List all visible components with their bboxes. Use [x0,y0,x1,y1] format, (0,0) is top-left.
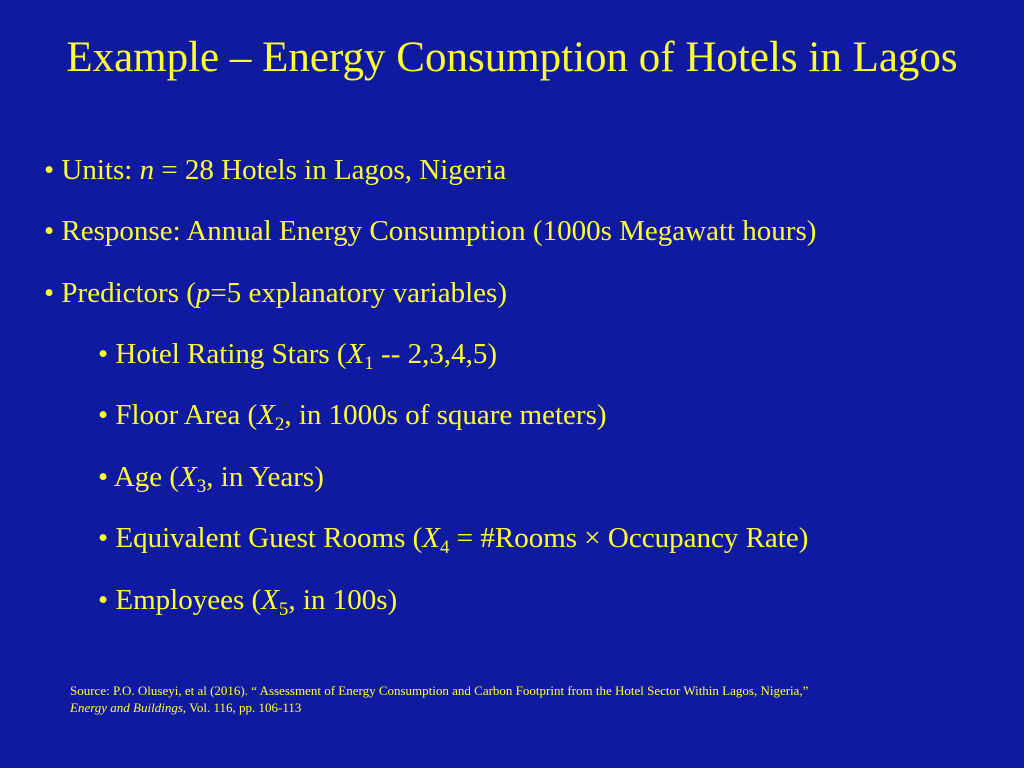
predictors-prefix: Predictors ( [61,277,196,309]
sub-bullet-text: , in Years) [206,461,324,493]
sub-bullet-variable: X [422,522,441,554]
sub-bullet-variable: X [261,584,279,616]
units-label: Units: [61,154,133,186]
sub-bullet-variable: X [257,399,275,431]
sub-bullet-text: = #Rooms × Occupancy Rate) [449,522,809,554]
sub-bullet-text: -- 2,3,4,5) [373,338,498,370]
sub-bullet-variable: X [346,338,365,370]
sub-bullet-variable: X [179,461,197,493]
sub-bullet-subscript: 3 [196,476,207,497]
sub-bullet-subscript: 1 [364,353,374,374]
sub-bullet-guest-rooms [98,520,808,556]
bullet-marker: • [98,522,109,554]
sub-bullet-age [98,459,324,495]
source-line-1: Source: P.O. Oluseyi, et al (2016). “ Assessment of Energy Consumption and Carbon Footprint from the Hotel Sector Within Lagos, Nigeria,” [70,683,809,698]
bullet-marker: • [98,584,109,616]
bullet-marker: • [44,277,55,309]
sub-bullet-employees [98,582,397,618]
sub-bullet-subscript: 2 [274,414,285,435]
bullet-marker: • [98,399,109,431]
predictors-variable: p [195,277,211,309]
sub-bullet-prefix: Equivalent Guest Rooms ( [115,522,423,554]
predictors-text: =5 explanatory variables) [210,277,507,309]
bullet-units [44,152,506,188]
sub-bullet-prefix: Age ( [113,461,180,493]
slide-title: Example – Energy Consumption of Hotels in Lagos [66,34,958,81]
bullet-response [44,213,816,249]
sub-bullet-prefix: Employees ( [115,584,262,616]
sub-bullet-prefix: Hotel Rating Stars ( [115,338,347,370]
sub-bullet-prefix: Floor Area ( [115,399,258,431]
source-citation [70,682,808,716]
sub-bullet-text: , in 100s) [288,584,398,616]
bullet-marker: • [44,215,55,247]
sub-bullet-subscript: 4 [440,537,450,558]
source-line-2 [70,699,808,716]
units-variable: n [139,154,155,186]
bullet-predictors [44,275,507,311]
bullet-marker: • [98,461,109,493]
bullet-marker: • [98,338,109,370]
bullet-marker: • [44,154,55,186]
response-text: Response: Annual Energy Consumption (1000s Megawatt hours) [61,215,817,247]
sub-bullet-subscript: 5 [278,599,289,620]
sub-bullet-floor-area [98,397,607,433]
source-volume: , Vol. 116, pp. 106-113 [182,700,302,715]
units-text: = 28 Hotels in Lagos, Nigeria [161,154,507,186]
sub-bullet-text: , in 1000s of square meters) [284,399,607,431]
sub-bullet-hotel-rating [98,336,497,372]
source-journal: Energy and Buildings [70,700,183,715]
